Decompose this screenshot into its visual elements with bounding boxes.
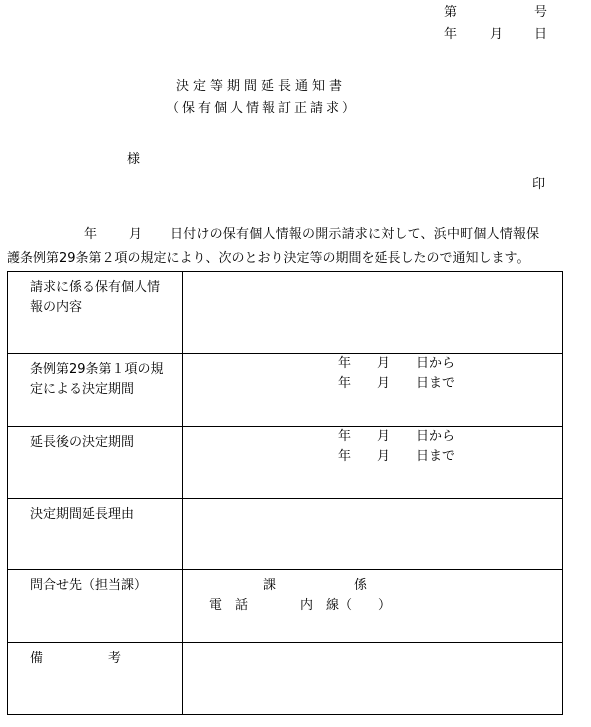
label-remarks bbox=[8, 643, 183, 715]
contact-section: 課 係 bbox=[263, 578, 368, 593]
body-line1: 日付けの保有個人情報の開示請求に対して、浜中町個人情報保 bbox=[170, 227, 540, 242]
body-line2: 護条例第29条第２項の規定により、次のとおり決定等の期間を延長したので通知します。 bbox=[7, 251, 530, 266]
table-row bbox=[8, 570, 563, 643]
date-day: 日 bbox=[534, 27, 548, 42]
value-contact[interactable] bbox=[183, 570, 563, 643]
period-to: 年 月 日まで bbox=[337, 449, 455, 464]
contact-phone: 電 話 内 線（ ） bbox=[209, 598, 392, 613]
date-year: 年 bbox=[444, 27, 458, 42]
table-row bbox=[8, 354, 563, 427]
value-extended-period[interactable] bbox=[183, 427, 563, 499]
date-month: 月 bbox=[490, 27, 504, 42]
label-line: 報の内容 bbox=[30, 300, 83, 315]
label-contact bbox=[8, 570, 183, 643]
label-line: 定による決定期間 bbox=[30, 382, 135, 397]
table-row bbox=[8, 427, 563, 499]
document-number-suffix: 号 bbox=[534, 5, 548, 20]
document-title: 決定等期間延長通知書 bbox=[176, 79, 347, 94]
label-line: 問合せ先（担当課） bbox=[30, 578, 148, 593]
period-from: 年 月 日から bbox=[337, 356, 455, 371]
value-remarks[interactable] bbox=[183, 643, 563, 715]
table-row bbox=[8, 499, 563, 570]
table-row bbox=[8, 272, 563, 354]
seal-mark: 印 bbox=[532, 177, 546, 192]
label-original-period bbox=[8, 354, 183, 427]
period-from: 年 月 日から bbox=[337, 429, 455, 444]
body-month: 月 bbox=[129, 227, 143, 242]
label-line: 備 考 bbox=[30, 651, 122, 666]
period-to: 年 月 日まで bbox=[337, 376, 455, 391]
value-request-content[interactable] bbox=[183, 272, 563, 354]
label-line: 延長後の決定期間 bbox=[30, 435, 135, 450]
label-line: 請求に係る保有個人情 bbox=[30, 280, 161, 295]
document-subtitle: （保有個人情報訂正請求） bbox=[166, 101, 359, 116]
label-extended-period bbox=[8, 427, 183, 499]
value-original-period[interactable] bbox=[183, 354, 563, 427]
value-extension-reason[interactable] bbox=[183, 499, 563, 570]
body-year: 年 bbox=[84, 227, 98, 242]
label-line: 条例第29条第１項の規 bbox=[30, 362, 164, 377]
notice-form-table bbox=[7, 271, 563, 715]
addressee-honorific: 様 bbox=[127, 152, 141, 167]
label-request-content bbox=[8, 272, 183, 354]
label-line: 決定期間延長理由 bbox=[30, 507, 135, 522]
table-row bbox=[8, 643, 563, 715]
label-extension-reason bbox=[8, 499, 183, 570]
document-number-prefix: 第 bbox=[444, 5, 458, 20]
